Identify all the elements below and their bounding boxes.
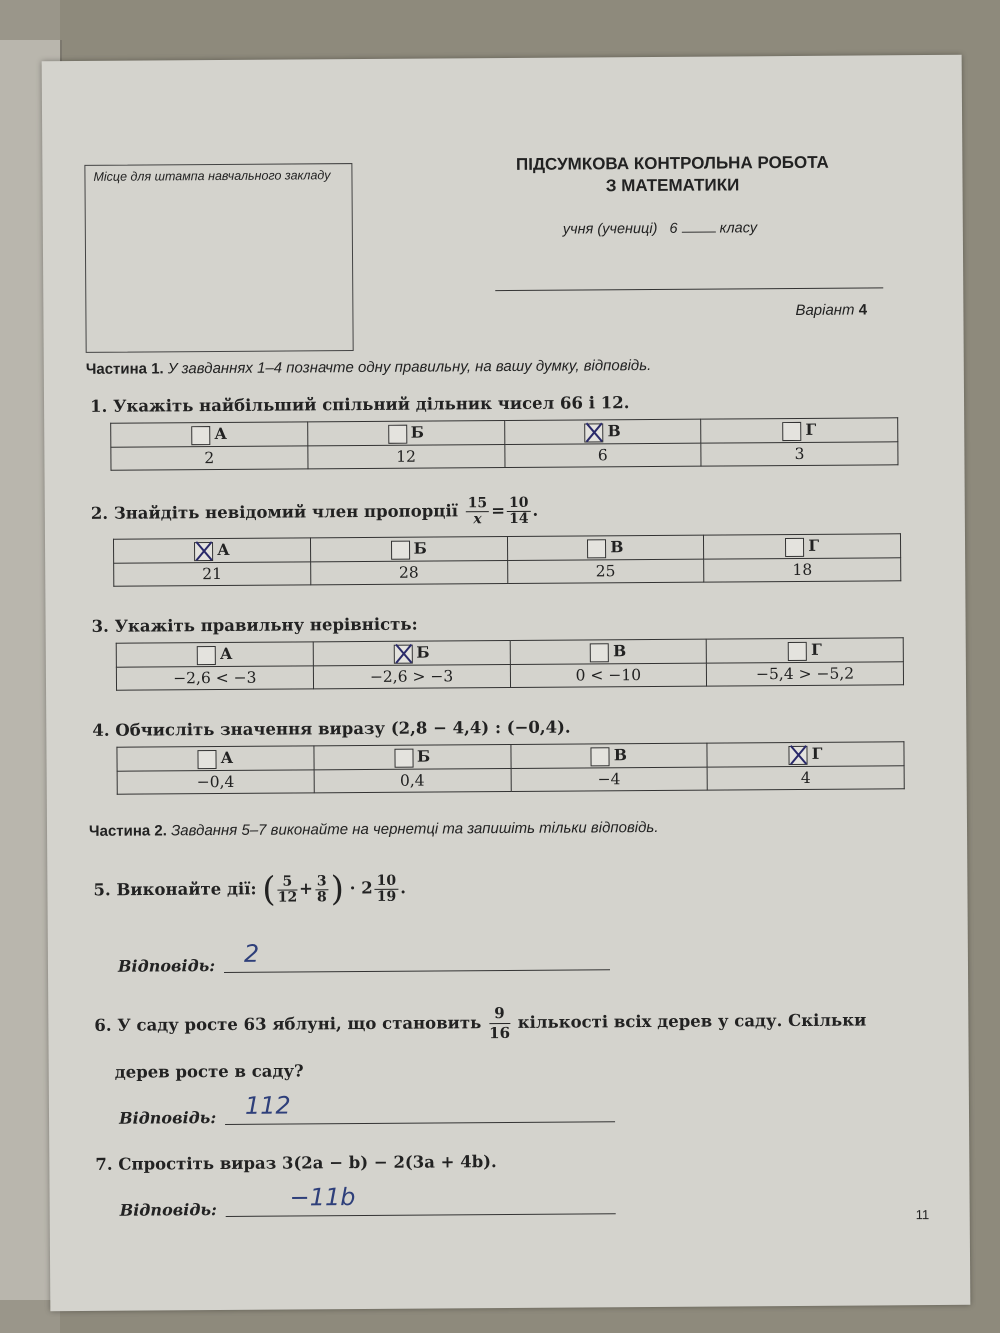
question-1: 1. Укажіть найбільший спільний дільник чисел 66 і 12. [89,393,630,416]
denominator: 12 [277,888,298,906]
denominator: 16 [489,1023,511,1043]
fraction [315,874,329,905]
option-value: 18 [704,557,901,581]
option-label: Г [808,535,820,555]
q2-option-b[interactable] [310,536,507,561]
open-paren: ( [262,869,276,910]
page-title [482,151,862,198]
option-label: А [219,643,233,663]
option-value: 0,4 [314,768,511,792]
handwritten-answer-6: 112 [244,1091,291,1120]
checkbox-icon[interactable] [191,426,210,445]
question-2 [91,496,539,530]
variant-number: 4 [858,301,868,319]
q1-option-b[interactable] [307,421,504,446]
option-label: В [607,421,621,441]
checkbox-icon[interactable] [388,424,407,443]
q3-option-v[interactable] [510,639,707,664]
q4-option-a[interactable] [117,746,314,771]
checkbox-icon[interactable] [590,643,609,662]
answer-line-6[interactable] [225,1121,615,1125]
question-7: 7. Спростіть вираз 3(2a − b) − 2(3a + 4b). [95,1152,497,1174]
option-value: 28 [310,560,507,584]
stamp-box [84,163,353,353]
answer-line-7[interactable] [226,1213,616,1217]
checkbox-icon[interactable] [782,421,801,440]
checked-checkbox-icon[interactable] [194,542,213,561]
period: . [532,500,539,520]
answer-label-6: Відповідь: [118,1108,217,1128]
q3-options [116,637,904,690]
fraction [375,873,399,904]
pupil-prefix: учня (учениці) [562,220,658,238]
option-label: В [613,641,627,661]
part2-instructions: Завдання 5–7 виконайте на чернетці та запишіть тільки відповідь. [171,818,659,840]
q1-option-g[interactable] [701,418,898,443]
option-value: 2 [111,445,308,469]
option-label: А [217,539,230,560]
denominator: 19 [376,888,397,905]
part2-title: Частина 2. [88,822,167,840]
q1-options [110,417,898,470]
checked-checkbox-icon[interactable] [789,745,808,764]
checked-checkbox-icon[interactable] [393,644,412,663]
question-5 [93,869,406,911]
numerator: 10 [507,496,531,512]
q4-option-b[interactable] [314,744,511,769]
option-label: В [610,537,624,557]
stamp-label: Місце для штампа навчального закладу [93,168,331,184]
answer-label-7: Відповідь: [119,1200,217,1220]
checkbox-icon[interactable] [587,539,606,558]
q4-option-g[interactable] [707,742,904,767]
q4-options [116,741,904,794]
title-line-2: З МАТЕМАТИКИ [605,175,740,196]
question-4: 4. Обчисліть значення виразу (2,8 − 4,4) : (−0,4). [92,717,571,740]
q3-option-g[interactable] [706,638,903,663]
fraction [489,1004,510,1043]
pupil-line [563,220,757,237]
title-line-1: ПІДСУМКОВА КОНТРОЛЬНА РОБОТА [515,152,829,174]
part1-title: Частина 1. [85,360,164,378]
option-value: 6 [504,443,701,467]
checkbox-icon[interactable] [591,747,610,766]
checkbox-icon[interactable] [198,750,217,769]
q3-option-b[interactable] [313,640,510,665]
part2-heading [89,819,659,840]
option-value: 4 [707,765,904,789]
denominator: x [473,511,482,528]
q2-options [113,533,901,586]
option-label: А [220,747,234,767]
numerator: 10 [375,873,399,889]
answer-label-5: Відповідь: [117,956,216,976]
worksheet-page [42,55,971,1311]
mixed-whole: 2 [361,878,373,898]
option-label: В [613,745,627,765]
denominator: 8 [316,888,327,905]
fraction [278,874,298,905]
q1-option-v[interactable] [504,419,701,444]
question-6 [94,1001,934,1046]
variant [795,301,867,318]
equals-sign: = [491,501,506,521]
checkbox-icon[interactable] [788,641,807,660]
question-3: 3. Укажіть правильну нерівність: [91,614,418,636]
handwritten-answer-5: 2 [243,939,260,968]
option-value: −2,6 < −3 [116,665,313,689]
name-line [495,287,883,291]
variant-label: Варіант [795,301,855,319]
q2-option-v[interactable] [507,535,704,560]
close-paren: ) [330,869,345,910]
checkbox-icon[interactable] [394,748,413,767]
part1-instructions: У завданнях 1–4 позначте одну правильну, на вашу думку, відповідь. [167,356,652,378]
question-6-line-2: дерев росте в саду? [114,1061,304,1082]
option-label: Б [413,538,427,558]
numerator: 3 [315,874,329,890]
checkbox-icon[interactable] [785,537,804,556]
q2-text: 2. Знайдіть невідомий член пропорції [90,501,459,523]
fraction [507,496,531,527]
option-value: 12 [308,444,505,468]
option-value: 25 [507,559,704,583]
q6-text-a: 6. У саду росте 63 яблуні, що становить [94,1013,482,1035]
q3-option-a[interactable] [116,642,313,667]
answer-line-5[interactable] [224,969,610,973]
option-label: А [214,423,228,444]
numerator: 9 [489,1004,510,1024]
checked-checkbox-icon[interactable] [584,423,603,442]
pupil-grade: 6 [669,220,678,237]
q1-option-a[interactable] [111,422,308,447]
option-label: Б [416,642,430,662]
handwritten-answer-7: −11b [289,1183,356,1212]
q5-text: 5. Виконайте дії: [93,879,257,900]
option-label: Г [811,743,823,763]
numerator: 15 [466,496,490,512]
grade-blank [682,232,716,233]
part1-heading [86,357,652,378]
fraction [466,496,490,527]
option-value: −5,4 > −5,2 [707,661,904,685]
option-label: Б [416,746,431,766]
q2-option-g[interactable] [704,534,901,559]
option-label: Г [805,419,817,439]
option-value: −4 [511,767,708,791]
q4-option-v[interactable] [510,743,707,768]
q2-option-a[interactable] [113,538,310,563]
numerator: 5 [278,874,298,890]
option-value: −0,4 [117,769,314,793]
option-label: Г [810,639,822,659]
multiply-sign: · [349,878,356,898]
pupil-suffix: класу [719,220,758,237]
option-value: −2,6 > −3 [313,664,510,688]
q6-text-b: кількості всіх дерев у саду. Скільки [517,1010,867,1032]
option-value: 21 [114,561,311,585]
checkbox-icon[interactable] [197,646,216,665]
plus-sign: + [299,878,313,898]
period: . [400,878,406,898]
checkbox-icon[interactable] [391,540,410,559]
denominator: 14 [509,510,529,527]
option-label: Б [410,422,425,442]
page-number: 11 [915,1207,930,1223]
option-value: 3 [701,441,898,465]
option-value: 0 < −10 [510,663,707,687]
